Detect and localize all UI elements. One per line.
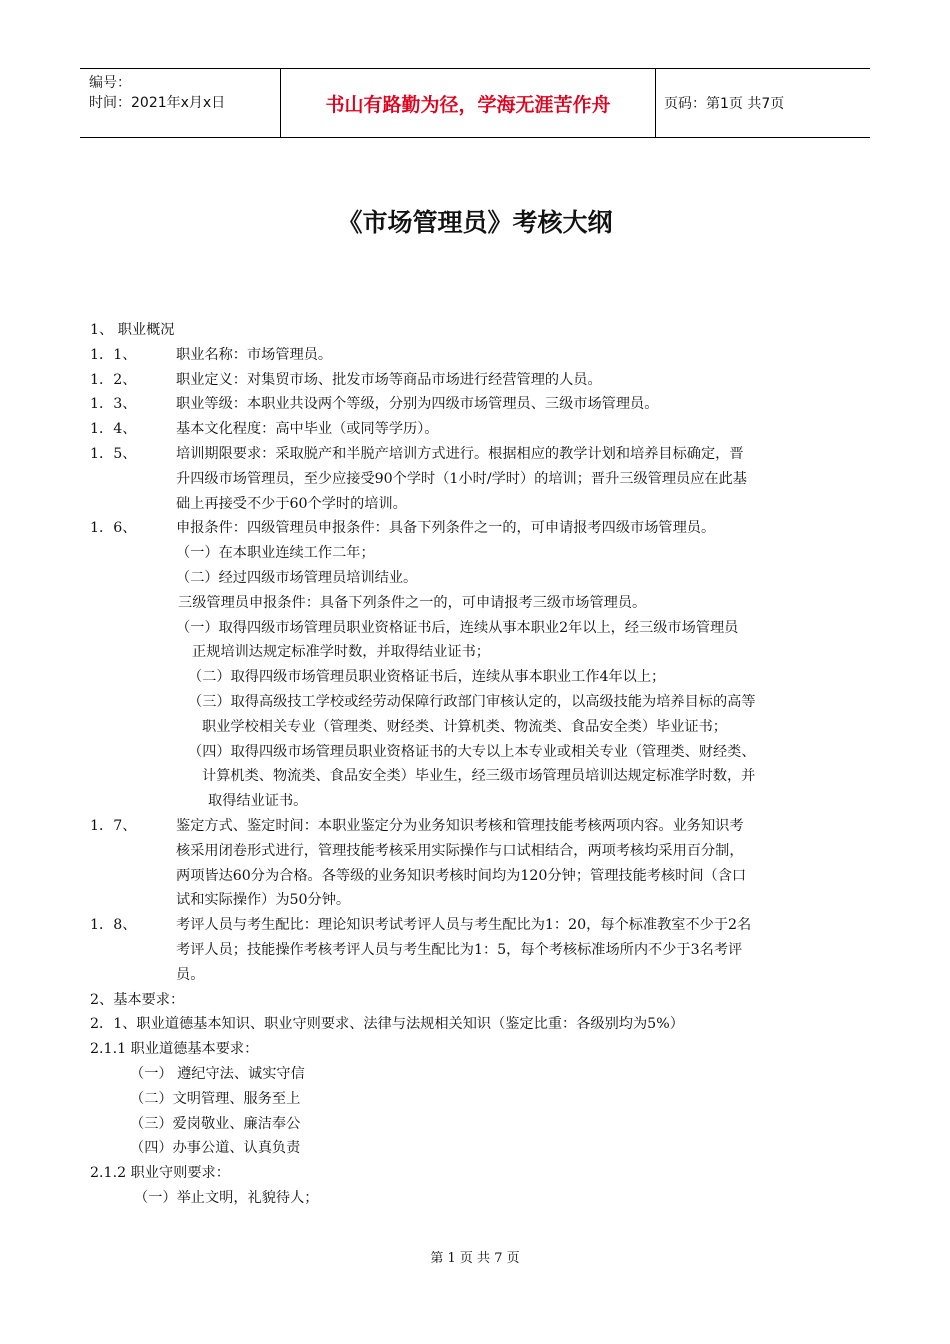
document-title: 《市场管理员》考核大纲 [337, 208, 613, 237]
sub-item-line: 正规培训达规定标准学时数，并取得结业证书； [192, 644, 490, 661]
item-number: 1．2、 [90, 371, 137, 388]
item-text-line: 核采用闭卷形式进行，管理技能考核采用实际操作与口试相结合，两项考核均采用百分制， [176, 842, 744, 859]
sub-item: （二）经过四级市场管理员培训结业。 [176, 569, 418, 586]
item-text-line: 鉴定方式、鉴定时间：本职业鉴定分为业务知识考核和管理技能考核两项内容。业务知识考 [176, 817, 744, 834]
page-header [80, 68, 870, 138]
item-text-line: 考评人员与考生配比：理论知识考试考评人员与考生配比为1：20，每个标准教室不少于2名 [176, 917, 752, 934]
item-number: 1．7、 [90, 817, 137, 834]
list-item: （三）爱岗敬业、廉洁奉公 [130, 1115, 301, 1132]
sub-item-line: 计算机类、物流类、食品安全类）毕业生，经三级市场管理员培训达规定标准学时数，并 [202, 768, 756, 785]
document-body [90, 318, 870, 1211]
item-number: 1．3、 [90, 396, 137, 413]
item-text: 基本文化程度：高中毕业（或同等学历）。 [176, 421, 439, 438]
list-item [90, 343, 870, 368]
item-number: 1．5、 [90, 445, 137, 462]
item-number: 1．8、 [90, 917, 137, 934]
item-text-line: 升四级市场管理员，至少应接受90个学时（1小时/学时）的培训；晋升三级管理员应在此基 [176, 470, 747, 487]
list-item [90, 417, 870, 442]
list-item [90, 814, 870, 913]
sub-item: （一）在本职业连续工作二年； [176, 545, 375, 562]
list-item [90, 913, 870, 987]
item-text-line: 两项皆达60分为合格。各等级的业务知识考核时间均为120分钟；管理技能考核时间（含口 [176, 867, 747, 884]
item-text-line: 员。 [176, 966, 205, 983]
item-text-line: 试和实际操作）为50分钟。 [176, 892, 351, 909]
subsection-heading: 2．1、职业道德基本知识、职业守则要求、法律与法规相关知识（鉴定比重：各级别均为5%） [90, 1016, 684, 1033]
list-item: （二）文明管理、服务至上 [130, 1090, 301, 1107]
list-item [90, 442, 870, 516]
document-number-label: 编号： [89, 75, 131, 91]
sub-item-line: 职业学校相关专业（管理类、财经类、计算机类、物流类、食品安全类）毕业证书； [202, 718, 727, 735]
item-text-line: 培训期限要求：采取脱产和半脱产培训方式进行。根据相应的教学计划和培养目标确定，晋 [176, 445, 744, 462]
list-item [90, 368, 870, 393]
subsection-heading: 2.1.2 职业守则要求： [90, 1165, 230, 1182]
item-text-line: 础上再接受不少于60个学时的培训。 [176, 495, 407, 512]
sub-item [188, 740, 870, 814]
document-time: 时间：2021年x月x日 [89, 95, 226, 111]
item-text: 职业定义：对集贸市场、批发市场等商品市场进行经营管理的人员。 [176, 371, 602, 388]
item-text: 职业等级：本职业共设两个等级，分别为四级市场管理员、三级市场管理员。 [176, 396, 659, 413]
item-number: 1．6、 [90, 520, 137, 537]
list-item: （四）办事公道、认真负责 [130, 1140, 301, 1157]
item-number: 1．1、 [90, 346, 137, 363]
header-page-info: 页码：第1页 共7页 [664, 96, 785, 112]
item-text: 申报条件：四级管理员申报条件：具备下列条件之一的，可申请报考四级市场管理员。 [176, 520, 716, 537]
list-item: （一）举止文明，礼貌待人； [134, 1189, 319, 1206]
sub-item [188, 690, 870, 740]
sub-item-line: 取得结业证书。 [208, 793, 308, 810]
sub-item-line: （一）取得四级市场管理员职业资格证书后，连续从事本职业2年以上，经三级市场管理员 [176, 619, 739, 636]
list-item [90, 392, 870, 417]
list-item [90, 516, 870, 541]
item-text-line: 考评人员；技能操作考核考评人员与考生配比为1：5，每个考核标准场所内不少于3名考评 [176, 941, 743, 958]
item-text: 职业名称：市场管理员。 [176, 346, 333, 363]
section-heading: 1、 职业概况 [90, 322, 175, 338]
list-item: （一） 遵纪守法、诚实守信 [130, 1065, 305, 1082]
page-footer: 第 1 页 共 7 页 [430, 1251, 520, 1266]
sub-item: （二）取得四级市场管理员职业资格证书后，连续从事本职业工作4年以上； [188, 669, 666, 686]
header-meta [80, 69, 281, 137]
section-heading: 2、基本要求： [90, 991, 185, 1008]
sub-item-line: （三）取得高级技工学校或经劳动保障行政部门审核认定的，以高级技能为培养目标的高等 [188, 693, 756, 710]
sub-item-line: （四）取得四级市场管理员职业资格证书的大专以上本专业或相关专业（管理类、财经类、 [188, 743, 756, 760]
sub-item [176, 616, 870, 666]
subsection-heading: 2.1.1 职业道德基本要求： [90, 1041, 259, 1058]
item-number: 1．4、 [90, 421, 137, 438]
header-motto: 书山有路勤为径，学海无涯苦作舟 [281, 69, 656, 137]
sub-heading: 三级管理员申报条件：具备下列条件之一的，可申请报考三级市场管理员。 [178, 594, 647, 611]
